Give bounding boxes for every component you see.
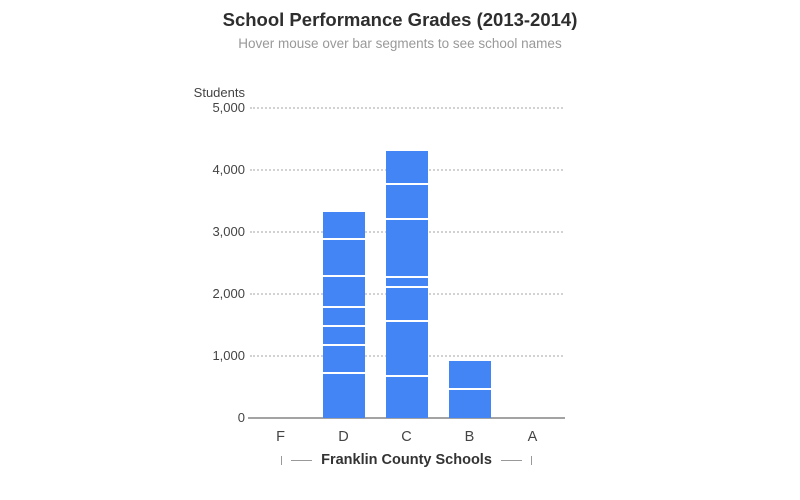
bar-segment[interactable] xyxy=(449,390,491,418)
bar-segment[interactable] xyxy=(323,212,365,240)
bracket-right-tick xyxy=(531,456,532,465)
y-tick-label: 5,000 xyxy=(212,100,245,115)
y-tick-label: 4,000 xyxy=(212,162,245,177)
x-tick-label: B xyxy=(464,429,475,445)
bar-segment[interactable] xyxy=(386,377,428,418)
bar-segment[interactable] xyxy=(386,151,428,184)
chart-subtitle: Hover mouse over bar segments to see school names xyxy=(238,36,562,51)
bar-segment[interactable] xyxy=(386,288,428,323)
y-tick-label: 1,000 xyxy=(212,348,245,363)
y-tick-label: 3,000 xyxy=(212,224,245,239)
y-tick-label: 0 xyxy=(237,410,245,425)
bar-segment[interactable] xyxy=(323,277,365,308)
x-tick-label: F xyxy=(276,429,285,445)
chart-title: School Performance Grades (2013-2014) xyxy=(222,9,578,30)
bracket-right-line xyxy=(501,460,522,461)
x-tick-label: C xyxy=(401,429,412,445)
bar-segment[interactable] xyxy=(323,346,365,374)
bar-segment[interactable] xyxy=(386,185,428,220)
bar-column xyxy=(449,361,491,418)
bracket-left-line xyxy=(291,460,312,461)
x-tick-label: A xyxy=(527,429,538,445)
bar-segment[interactable] xyxy=(386,322,428,376)
gridline xyxy=(250,107,563,109)
bar-segment[interactable] xyxy=(323,240,365,278)
x-tick-label: D xyxy=(338,429,349,445)
bar-segment[interactable] xyxy=(323,308,365,327)
x-axis-footer xyxy=(281,452,532,468)
y-axis-title: Students xyxy=(193,85,245,100)
bar-segment[interactable] xyxy=(449,361,491,390)
bar-segment[interactable] xyxy=(323,374,365,418)
bar-column xyxy=(323,212,365,418)
bar-segment[interactable] xyxy=(386,278,428,288)
bar-column xyxy=(386,151,428,418)
bar-segment[interactable] xyxy=(386,220,428,278)
bracket-left-tick xyxy=(281,456,282,465)
bar-segment[interactable] xyxy=(323,327,365,346)
x-axis-title: Franklin County Schools xyxy=(321,452,492,468)
y-tick-label: 2,000 xyxy=(212,286,245,301)
